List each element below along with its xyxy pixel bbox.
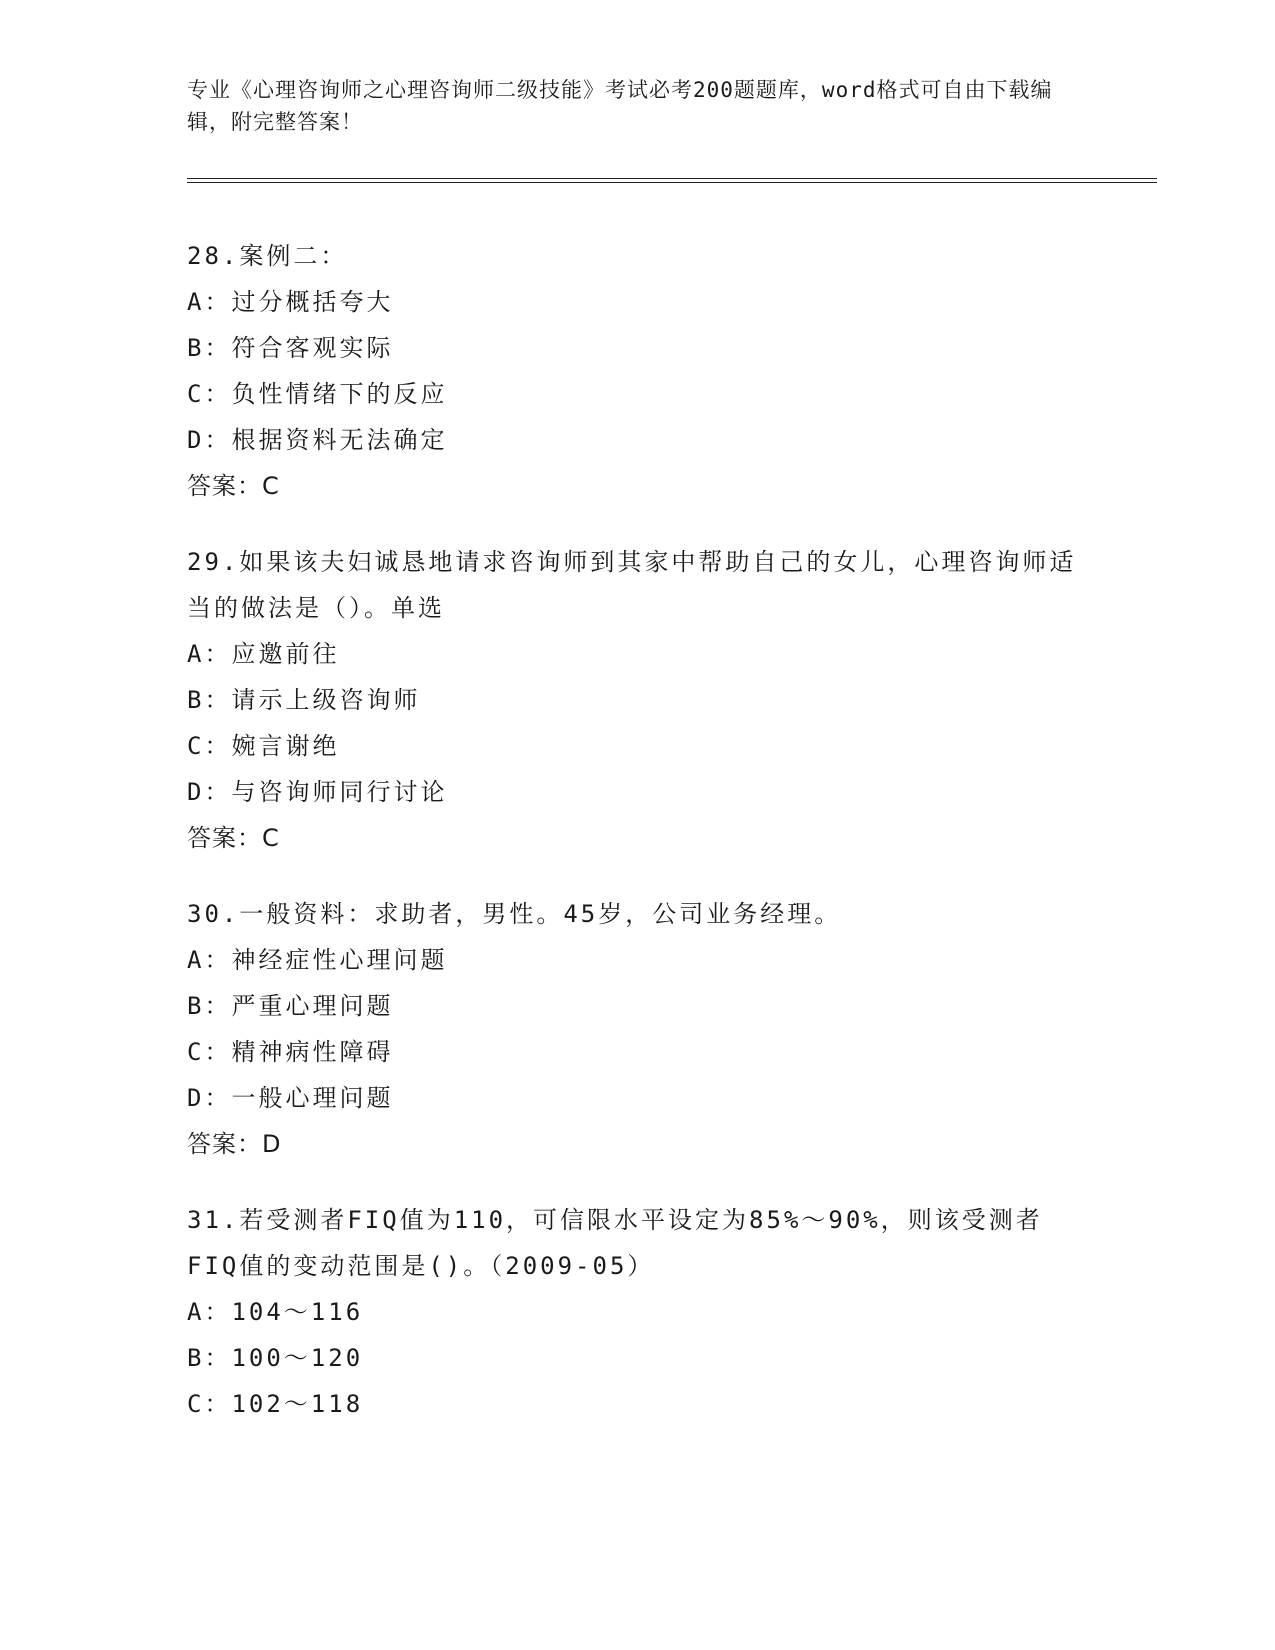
answer: 答案：C xyxy=(187,472,280,500)
option-c: C：精神病性障碍 xyxy=(187,1038,394,1066)
question-stem: 30.一般资料：求助者，男性。45岁，公司业务经理。 xyxy=(187,900,842,928)
question-29 xyxy=(187,539,1087,861)
question-31 xyxy=(187,1197,1087,1427)
question-28 xyxy=(187,233,1087,509)
option-a: A：104～116 xyxy=(187,1298,364,1326)
option-b: B：100～120 xyxy=(187,1344,364,1372)
option-c: C：婉言谢绝 xyxy=(187,732,340,760)
header-divider xyxy=(187,178,1157,183)
question-stem: 28.案例二： xyxy=(187,242,348,270)
option-b: B：请示上级咨询师 xyxy=(187,686,421,714)
question-stem: 29.如果该夫妇诚恳地请求咨询师到其家中帮助自己的女儿，心理咨询师适当的做法是（）。单选 xyxy=(187,548,1077,622)
option-d: D：根据资料无法确定 xyxy=(187,426,448,454)
option-a: A：神经症性心理问题 xyxy=(187,946,448,974)
option-a: A：过分概括夸大 xyxy=(187,288,394,316)
option-c: C：负性情绪下的反应 xyxy=(187,380,448,408)
option-c: C：102～118 xyxy=(187,1390,364,1418)
option-d: D：与咨询师同行讨论 xyxy=(187,778,448,806)
answer: 答案：C xyxy=(187,824,280,852)
option-b: B：严重心理问题 xyxy=(187,992,394,1020)
option-d: D：一般心理问题 xyxy=(187,1084,394,1112)
question-stem: 31.若受测者FIQ值为110，可信限水平设定为85%～90%，则该受测者FIQ值的变动范围是()。（2009-05） xyxy=(187,1206,1043,1280)
document-header: 专业《心理咨询师之心理咨询师二级技能》考试必考200题题库，word格式可自由下载编辑，附完整答案！ xyxy=(187,78,1053,134)
option-b: B：符合客观实际 xyxy=(187,334,394,362)
question-list xyxy=(187,233,1087,1457)
answer: 答案：D xyxy=(187,1130,282,1158)
option-a: A：应邀前往 xyxy=(187,640,340,668)
question-30 xyxy=(187,891,1087,1167)
